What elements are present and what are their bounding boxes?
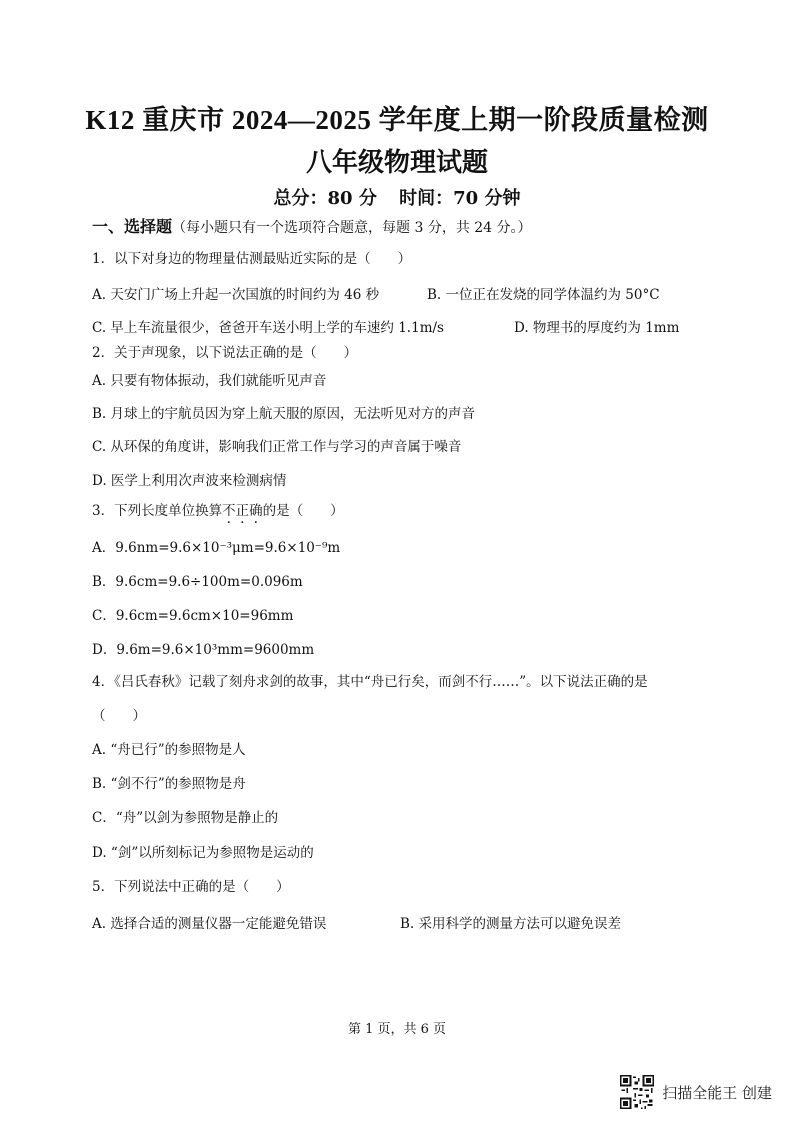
- question-1-stem: 1．以下对身边的物理量估测最贴近实际的是（ ）: [92, 251, 412, 267]
- section-note: （每小题只有一个选项符合题意，每题 3 分，共 24 分。）: [172, 220, 532, 236]
- question-3-option-a: A．9.6nm=9.6×10⁻³μm=9.6×10⁻⁹m: [92, 540, 341, 556]
- question-4-stem: 4．《吕氏春秋》记载了刻舟求剑的故事，其中“舟已行矣，而剑不行……”。以下说法正确的是: [92, 674, 648, 690]
- question-4-option-d: D. “剑”以所刻标记为参照物是运动的: [92, 845, 314, 861]
- question-3-stem-post: 的是（ ）: [262, 503, 344, 519]
- question-4-option-b: B. “剑不行”的参照物是舟: [92, 776, 246, 792]
- exam-subtitle: 八年级物理试题: [305, 148, 488, 177]
- question-4-option-c: C．“舟”以剑为参照物是静止的: [92, 810, 279, 826]
- emphasis-char-3: 确: [249, 503, 263, 519]
- total-score: 总分：80 分: [273, 188, 377, 209]
- question-5-stem: 5．下列说法中正确的是（ ）: [92, 879, 290, 895]
- question-1-option-c: C. 早上车流量很少，爸爸开车送小明上学的车速约 1.1m/s: [92, 320, 444, 336]
- question-1-option-a: A. 天安门广场上升起一次国旗的时间约为 46 秒: [92, 287, 380, 303]
- question-2-option-a: A. 只要有物体振动，我们就能听见声音: [92, 373, 327, 389]
- question-4-paren: （ ）: [92, 708, 146, 724]
- question-2-option-b: B. 月球上的宇航员因为穿上航天服的原因，无法听见对方的声音: [92, 406, 476, 422]
- question-3-option-c: C．9.6cm=9.6cm×10=96mm: [92, 608, 294, 624]
- qr-code-icon: [620, 1075, 654, 1109]
- section-heading: [92, 218, 532, 237]
- watermark-text: 扫描全能王 创建: [662, 1083, 772, 1102]
- question-3-option-b: B．9.6cm=9.6÷100m=0.096m: [92, 574, 303, 590]
- scanner-watermark: [620, 1074, 772, 1110]
- question-5-option-b: B. 采用科学的测量方法可以避免误差: [400, 916, 622, 932]
- question-1-option-b: B. 一位正在发烧的同学体温约为 50°C: [427, 287, 660, 303]
- question-1-option-d: D. 物理书的厚度约为 1mm: [514, 320, 680, 336]
- emphasis-char-1: 不: [222, 503, 236, 519]
- question-3-option-d: D．9.6m=9.6×10³mm=9600mm: [92, 642, 315, 658]
- question-3-stem: [92, 502, 344, 520]
- emphasis-char-2: 正: [235, 503, 250, 519]
- question-5-option-a: A. 选择合适的测量仪器一定能避免错误: [92, 916, 327, 932]
- page-number: 第 1 页，共 6 页: [347, 1022, 447, 1037]
- question-2-option-d: D. 医学上利用次声波来检测病情: [92, 473, 287, 489]
- time-limit: 时间：70 分钟: [399, 188, 521, 209]
- question-2-option-c: C. 从环保的角度讲，影响我们正常工作与学习的声音属于噪音: [92, 439, 462, 455]
- exam-title: K12 重庆市 2024—2025 学年度上期一阶段质量检测: [85, 105, 709, 135]
- exam-meta: [0, 184, 794, 210]
- section-title: 一、选择题: [92, 217, 173, 236]
- question-2-stem: 2．关于声现象，以下说法正确的是（ ）: [92, 345, 358, 361]
- question-3-stem-pre: 3．下列长度单位换算: [92, 503, 223, 519]
- question-4-option-a: A. “舟已行”的参照物是人: [92, 742, 246, 758]
